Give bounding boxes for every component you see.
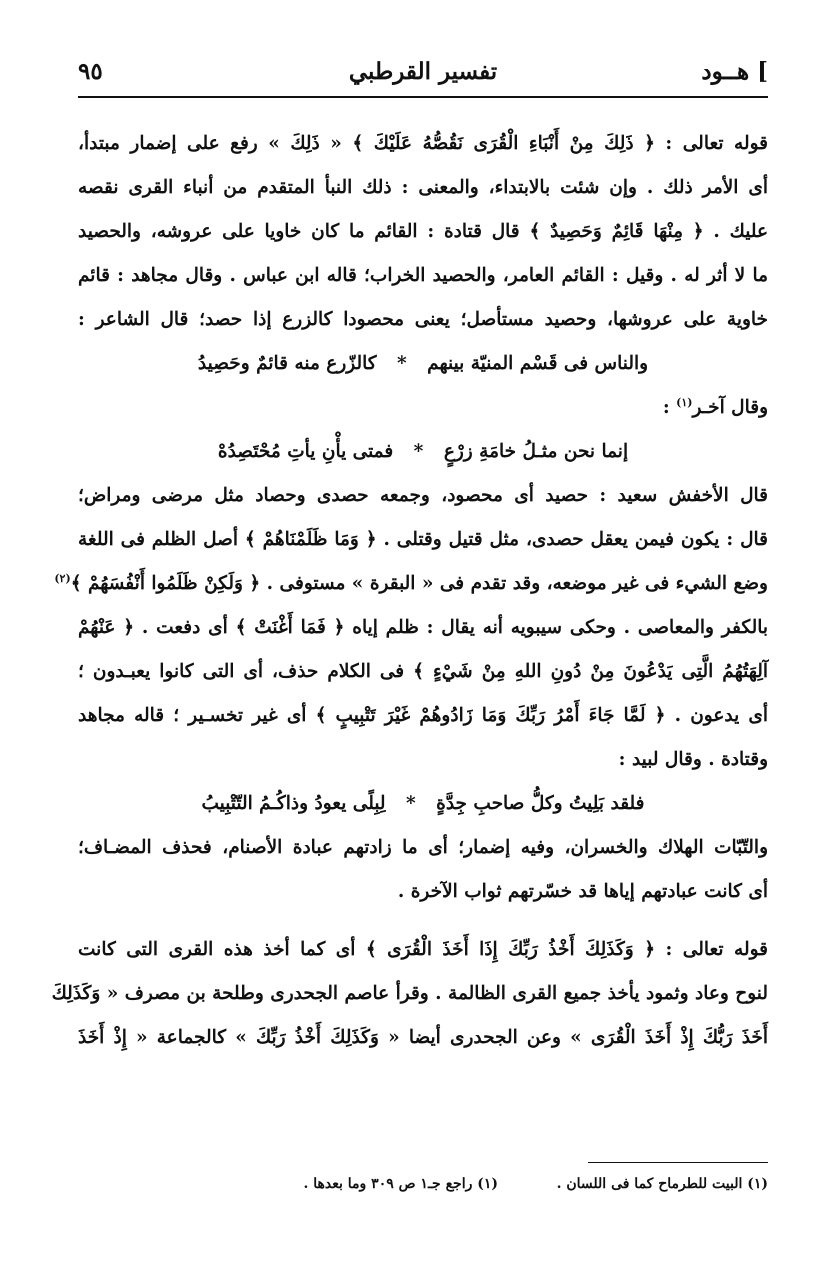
text-line: لنوح وعاد وثمود يأخذ جميع القرى الظالمة . وقرأ عاصم الجحدرى وطلحة بن مصرف « وَكَذَلِكَ [51,983,768,1004]
text-line: خاوية على عروشها، وحصيد مستأصل؛ يعنى محصودا كالزرع إذا حصد؛ قال الشاعر : [78,309,768,330]
another-said: وقال آخـر [692,397,768,418]
verse-separator: * [413,441,424,462]
text-line: أَخَذَ رَبُّكَ إِذْ أَخَذَ الْقُرَى » وعن الجحدرى أيضا « وَكَذَلِكَ أَخْذُ رَبِّكَ » كالجماعة « إِذْ أَخَذَ [78,1027,768,1048]
surah-label: هــود [701,58,750,85]
book-title: تفسير القرطبي [348,58,498,85]
text-line: قوله تعالى : ﴿ ذَلِكَ مِنْ أَنْبَاءِ الْقُرَى نَقُصُّهُ عَلَيْكَ ﴾ « ذَلِكَ » رفع على إضمار مبتدأ، [78,133,768,154]
text-line: وقتادة . وقال لبيد : [618,749,768,770]
verse-hemistich: إنما نحن مثـلُ خامَةِ زرْعٍ [443,441,629,462]
verse-hemistich: فلقد بَلِيتُ وكلُّ صاحبِ جِدَّةٍ [436,793,645,814]
footnote-marker: (١) [676,395,693,409]
header-rule [78,96,768,98]
verse-hemistich: فمتى يأْنِ يأتِ مُحْتَصِدُهْ [217,441,394,462]
verse-hemistich: والناس فى قَسْم المنيّة بينهم [427,353,649,374]
paragraph-gap [78,914,768,928]
text-line: قال الأخفش سعيد : حصيد أى محصود، وجمعه حصدى وحصاد مثل مرضى ومراض؛ [78,485,768,506]
footnote-1: (١) البيت للطرماح كما فى اللسان . [556,1176,768,1192]
text-line: أى كانت عبادتهم إياها قد خسّرتهم ثواب الآخرة . [397,881,768,902]
text-line: آلِهَتُهُمُ الَّتِى يَدْعُونَ مِنْ دُونِ اللهِ مِنْ شَيْءٍ ﴾ فى الكلام حذف، أى التى كانوا يعبـدون ؛ [78,661,768,682]
footnote-marker: (٢) [54,571,71,585]
main-text [51,122,768,1060]
poetry-verse [78,782,768,826]
footnote-rule [588,1162,768,1163]
text-line: ما لا أثر له . وقيل : القائم العامر، والحصيد الخراب؛ قاله ابن عباس . وقال مجاهد : قائم [78,265,768,286]
text-line: والتّبّات الهلاك والخسران، وفيه إضمار؛ أى ما زادتهم عبادة الأصنام، فحذف المضـاف؛ [78,837,768,858]
verse-hemistich: كالزّرع منه قائمٌ وحَصِيدُ [197,353,377,374]
footnote-2: (١) راجع جـ١ ص ٣٠٩ وما بعدها . [303,1176,498,1192]
poetry-verse [78,342,768,386]
text-line: قال : يكون فيمن يعقل حصدى، مثل قتيل وقتلى . ﴿ وَمَا ظَلَمْنَاهُمْ ﴾ أصل الظلم فى اللغة [78,529,768,550]
poetry-verse [78,430,768,474]
page-number: ٩٥ [78,58,103,85]
another-said-colon: : [662,397,670,418]
verse-separator: * [406,793,416,814]
verse-hemistich: لِبِلًى يعودُ وذاكُـمُ التّتْبِيبُ [201,793,386,814]
text-line: عليك . ﴿ مِنْهَا قَائِمٌ وَحَصِيدٌ ﴾ قال قتادة : القائم ما كان خاويا على عروشه، والحصيد [78,221,768,242]
baqara-line: وضع الشيء فى غير موضعه، وقد تقدم فى « البقرة » مستوفى . ﴿ وَلَكِنْ ظَلَمُوا أَنْفُسَهُمْ ﴾ [70,573,768,594]
header-bracket: ] [757,58,768,85]
text-line: أى يدعون . ﴿ لَمَّا جَاءَ أَمْرُ رَبِّكَ وَمَا زَادُوهُمْ غَيْرَ تَتْبِيبٍ ﴾ أى غير تخسـير ؛ قاله مجاهد [78,705,768,726]
text-line [54,562,768,606]
text-line: بالكفر والمعاصى . وحكى سيبويه أنه يقال : ظلم إياه ﴿ فَمَا أَغْنَتْ ﴾ أى دفعت . ﴿ عَنْهُمْ [78,617,768,638]
text-line [78,386,768,430]
footnotes [200,1176,768,1204]
verse-separator: * [397,353,407,374]
text-line: أى الأمر ذلك . وإن شئت بالابتداء، والمعنى : ذلك النبأ المتقدم من أنباء القرى نقصه [78,177,768,198]
text-line: قوله تعالى : ﴿ وَكَذَلِكَ أَخْذُ رَبِّكَ إِذَا أَخَذَ الْقُرَى ﴾ أى كما أخذ هذه القرى التى كانت [78,939,768,960]
page-header [78,52,768,92]
